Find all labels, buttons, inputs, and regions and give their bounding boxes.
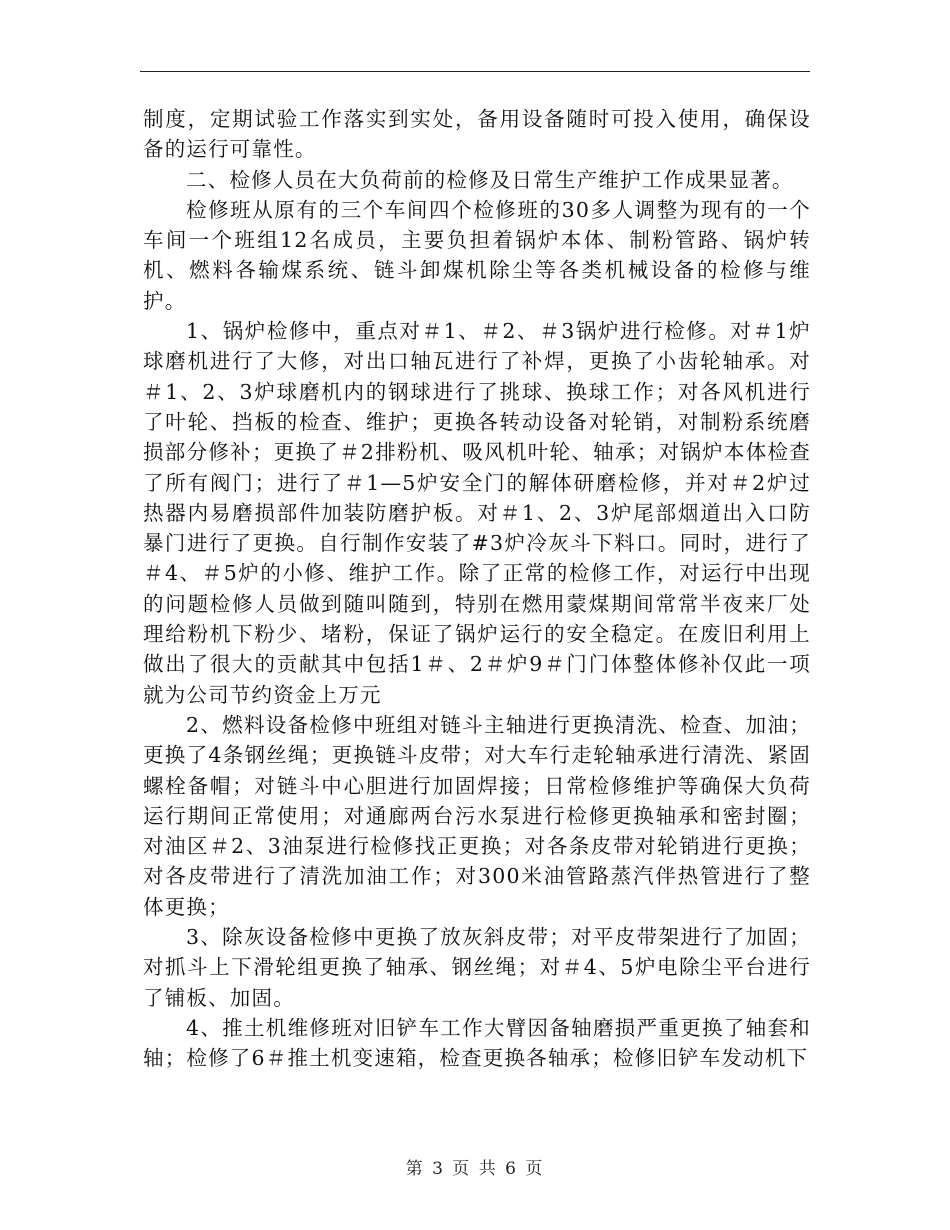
- paragraph-ash-removal: 3、除灰设备检修中更换了放灰斜皮带；对平皮带架进行了加固；对抓斗上下滑轮组更换了轴承、钢丝绳；对＃4、5炉电除尘平台进行了铺板、加固。: [143, 925, 811, 1010]
- paragraph-team-overview: 检修班从原有的三个车间四个检修班的30多人调整为现有的一个车间一个班组12名成员，主要负担着锅炉本体、制粉管路、锅炉转机、燃料各输煤系统、链斗卸煤机除尘等各类机械设备的检修与维护。: [143, 197, 811, 313]
- page-number: 第 3 页 共 6 页: [405, 1159, 545, 1179]
- paragraph-section-heading: 二、检修人员在大负荷前的检修及日常生产维护工作成果显著。: [186, 167, 794, 192]
- paragraph-bulldozer-repair: 4、推土机维修班对旧铲车工作大臂因备轴磨损严重更换了轴套和轴；检修了6＃推土机变速箱，检查更换各轴承；检修旧铲车发动机下: [143, 1015, 811, 1071]
- paragraph-boiler-maintenance: 1、锅炉检修中，重点对＃1、＃2、＃3锅炉进行检修。对＃1炉球磨机进行了大修，对出口轴瓦进行了补焊，更换了小齿轮轴承。对＃1、2、3炉球磨机内的钢球进行了挑球、换球工作；对各风机进行了叶轮、挡板的检查、维护；更换各转动设备对轮销，对制粉系统磨损部分修补；更换了＃2排粉机、吸风机叶轮、轴承；对锅炉本体检查了所有阀门；进行了＃1—5炉安全门的解体研磨检修，并对＃2炉过热器内易磨损部件加装防磨护板。对＃1、2、3炉尾部烟道出入口防暴门进行了更换。自行制作安装了#3炉冷灰斗下料口。同时，进行了＃4、＃5炉的小修、维护工作。除了正常的检修工作，对运行中出现的问题检修人员做到随叫随到，特别在燃用蒙煤期间常常半夜来厂处理给粉机下粉少、堵粉，保证了锅炉运行的安全稳定。在废旧利用上做出了很大的贡献其中包括1＃、2＃炉9＃门门体整体修补仅此一项就为公司节约资金上万元: [143, 319, 811, 707]
- paragraph-fuel-equipment: 2、燃料设备检修中班组对链斗主轴进行更换清洗、检查、加油；更换了4条钢丝绳；更换链斗皮带；对大车行走轮轴承进行清洗、紧固螺栓备帽；对链斗中心胆进行加固焊接；日常检修维护等确保大负荷运行期间正常使用；对通廊两台污水泵进行检修更换轴承和密封圈；对油区＃2、3油泵进行检修找正更换；对各条皮带对轮销进行更换；对各皮带进行了清洗加油工作；对300米油管路蒸汽伴热管进行了整体更换；: [143, 712, 811, 919]
- header-rule: [140, 71, 810, 72]
- paragraph-continuation: 制度，定期试验工作落实到实处，备用设备随时可投入使用，确保设备的运行可靠性。: [143, 107, 811, 162]
- document-body: [143, 104, 811, 1074]
